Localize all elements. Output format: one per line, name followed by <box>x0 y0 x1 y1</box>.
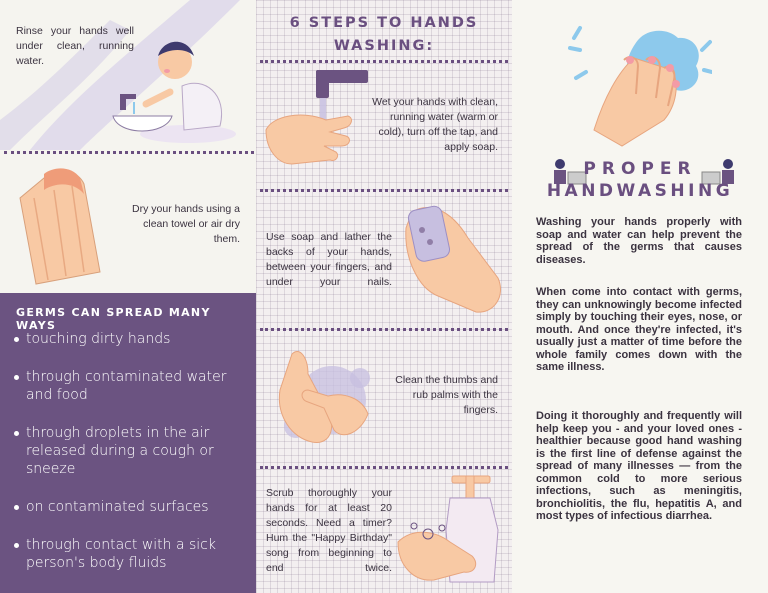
middle-panel <box>256 0 512 593</box>
germs-title: GERMS CAN SPREAD MANY WAYS <box>16 306 211 332</box>
steps-title-line1: 6 STEPS TO HANDS <box>289 15 479 31</box>
soapy-hands-illustration <box>564 10 712 150</box>
dry-instruction: Dry your hands using a clean towel or air dry them. <box>132 203 240 245</box>
rubbing-hands-illustration <box>268 334 380 450</box>
germs-box <box>0 293 256 593</box>
section-divider <box>4 151 254 154</box>
soap-bottle-illustration <box>394 470 508 588</box>
child-washing-hands-illustration <box>108 34 236 146</box>
step-wet-text: Wet your hands with clean, running water (warm or cold), turn off the tap, and apply soap. <box>372 96 498 153</box>
paragraph-germs: When come into contact with germs, they can unknowingly become infected simply by touching their eyes, nose, or mouth. And once they're infected, it's usually just a matter of time before the whole family comes down with the same illness. <box>536 286 742 373</box>
hand-soap-illustration <box>398 198 506 320</box>
germs-item: on contaminated surfaces <box>14 498 248 516</box>
paragraph-intro: Washing your hands properly with soap and water can help prevent the spread of the germs that causes diseases. <box>536 216 742 266</box>
rinse-instruction: Rinse your hands well under clean, running water. <box>16 25 134 67</box>
paragraph-thorough: Doing it thoroughly and frequently will help keep you - and your loved ones - healthier because good hand washing is the first line of defense against the spread of many illnesses — from the common cold to more serious infections, such as meningitis, bronchiolitis, the flu, hepatitis A, and most types of infectious diarrhea. <box>536 410 742 522</box>
proper-handwashing-title <box>512 158 768 202</box>
right-panel <box>512 0 768 593</box>
germs-list <box>14 330 248 592</box>
proper-title-line1: PROPER <box>583 159 697 179</box>
germs-item: touching dirty hands <box>14 330 248 348</box>
step-scrub-text: Scrub thoroughly your hands for at least 20 seconds. Need a timer? Hum the "Happy Birthday" song from beginning to end twice. <box>266 487 392 574</box>
faucet-hand-illustration <box>262 66 370 178</box>
section-divider <box>260 466 508 469</box>
proper-title-line2: HANDWASHING <box>546 181 734 201</box>
steps-title <box>256 12 512 58</box>
step-thumbs-text: Clean the thumbs and rub palms with the fingers. <box>395 374 498 416</box>
towel-illustration <box>14 168 110 288</box>
germs-item: through contact with a sick person's body fluids <box>14 536 248 572</box>
section-divider <box>260 60 508 63</box>
steps-title-line2: WASHING: <box>333 38 435 54</box>
section-divider <box>260 328 508 331</box>
germs-item: through droplets in the air released during a cough or sneeze <box>14 424 248 478</box>
germs-item: through contaminated water and food <box>14 368 248 404</box>
left-panel <box>0 0 256 593</box>
section-divider <box>260 189 508 192</box>
step-lather-text: Use soap and lather the backs of your hands, between your fingers, and under your nails. <box>266 231 392 288</box>
